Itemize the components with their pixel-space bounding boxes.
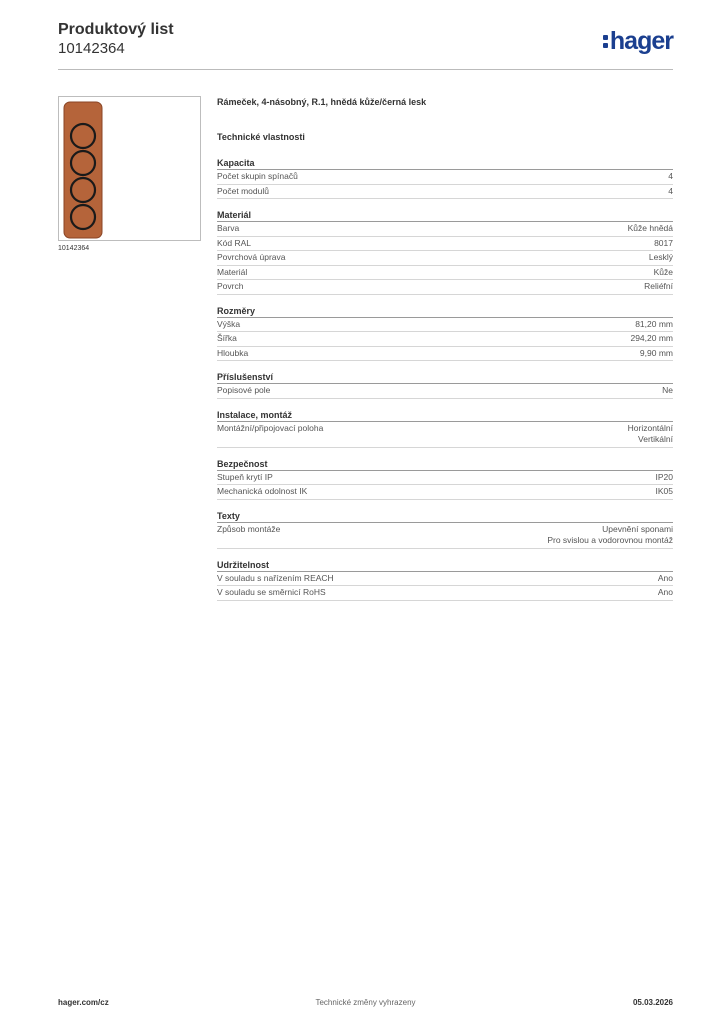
spec-section xyxy=(217,157,673,199)
hager-logo xyxy=(603,28,673,54)
spec-section xyxy=(217,409,673,448)
article-number: 10142364 xyxy=(58,40,125,57)
spec-values xyxy=(644,281,673,293)
spec-value: Kůže xyxy=(653,266,673,277)
spec-label: Způsob montáže xyxy=(217,523,281,534)
spec-values xyxy=(628,223,673,235)
spec-label: Mechanická odolnost IK xyxy=(217,486,308,496)
spec-value: 9,90 mm xyxy=(639,347,673,358)
spec-row xyxy=(217,318,673,333)
section-title: Příslušenství xyxy=(217,371,673,384)
image-caption: 10142364 xyxy=(58,245,90,252)
product-image-box xyxy=(58,96,201,241)
spec-label: Počet modulů xyxy=(217,185,269,196)
spec-values xyxy=(668,171,673,183)
spec-row xyxy=(217,251,673,266)
spec-value: 8017 xyxy=(654,237,673,248)
spec-row xyxy=(217,332,673,347)
product-name: Rámeček, 4-násobný, R.1, hnědá kůže/černá lesk xyxy=(217,97,427,107)
spec-values xyxy=(628,423,673,446)
section-title: Kapacita xyxy=(217,157,673,170)
spec-row xyxy=(217,586,673,601)
spec-values xyxy=(668,186,673,198)
spec-label: V souladu s nařízením REACH xyxy=(217,572,334,583)
spec-value: Horizontální xyxy=(627,422,673,433)
spec-values xyxy=(649,252,673,264)
spec-section xyxy=(217,458,673,500)
spec-label: Materiál xyxy=(217,266,248,277)
spec-label: Barva xyxy=(217,223,240,233)
spec-values xyxy=(658,587,673,599)
spec-value: Reliéfní xyxy=(644,281,673,291)
spec-label: Výška xyxy=(217,318,241,329)
spec-value: Kůže hnědá xyxy=(627,223,673,233)
spec-row xyxy=(217,523,673,549)
spec-label: V souladu se směrnicí RoHS xyxy=(217,587,326,597)
spec-row xyxy=(217,170,673,185)
frame-opening-3 xyxy=(71,178,95,202)
spec-values xyxy=(662,385,673,397)
page-header xyxy=(58,20,673,70)
spec-values xyxy=(547,524,673,547)
spec-row xyxy=(217,222,673,237)
logo-mark-icon xyxy=(603,35,608,48)
spec-value: 4 xyxy=(668,171,673,181)
spec-sections xyxy=(217,157,673,601)
section-title: Texty xyxy=(217,510,673,523)
spec-label: Šířka xyxy=(217,333,237,343)
spec-value: Lesklý xyxy=(648,252,673,262)
header-divider xyxy=(58,69,673,70)
spec-label: Počet skupin spínačů xyxy=(217,171,298,181)
spec-values xyxy=(635,319,673,331)
spec-label: Kód RAL xyxy=(217,237,252,248)
spec-section xyxy=(217,305,673,362)
frame-opening-4 xyxy=(71,205,95,229)
spec-value: 294,20 mm xyxy=(630,333,673,343)
spec-section xyxy=(217,209,673,295)
spec-section xyxy=(217,371,673,399)
spec-value: 81,20 mm xyxy=(635,318,673,329)
spec-row xyxy=(217,266,673,281)
spec-value: Vertikální xyxy=(638,434,673,444)
spec-row xyxy=(217,471,673,486)
page-title: Produktový list xyxy=(58,21,174,38)
spec-section xyxy=(217,559,673,601)
section-title: Materiál xyxy=(217,209,673,222)
footer-date: 05.03.2026 xyxy=(632,998,673,1007)
page-footer xyxy=(58,998,673,1012)
spec-value: IK05 xyxy=(655,486,673,496)
spec-label: Povrchová úprava xyxy=(217,252,286,262)
frame-opening-2 xyxy=(71,151,95,175)
spec-row xyxy=(217,485,673,500)
spec-section xyxy=(217,510,673,549)
spec-label: Hloubka xyxy=(217,347,249,358)
spec-row xyxy=(217,237,673,252)
spec-label: Popisové pole xyxy=(217,385,271,395)
spec-row xyxy=(217,280,673,295)
spec-value: 4 xyxy=(668,185,673,196)
spec-row xyxy=(217,185,673,200)
footer-notice: Technické změny vyhrazeny xyxy=(315,998,416,1007)
footer-website[interactable]: hager.com/cz xyxy=(58,998,109,1007)
spec-value: Pro svislou a vodorovnou montáž xyxy=(547,535,673,545)
section-title: Udržitelnost xyxy=(217,559,673,572)
spec-values xyxy=(630,333,673,345)
section-title: Instalace, montáž xyxy=(217,409,673,422)
spec-value: IP20 xyxy=(655,471,673,482)
logo-text: hager xyxy=(609,27,673,55)
spec-values xyxy=(654,238,673,250)
spec-value: Ano xyxy=(657,587,673,597)
product-frame-image xyxy=(63,101,103,239)
tech-properties-heading: Technické vlastnosti xyxy=(217,132,305,142)
section-title: Rozměry xyxy=(217,305,673,318)
section-title: Bezpečnost xyxy=(217,458,673,471)
spec-row xyxy=(217,572,673,587)
spec-values xyxy=(654,267,673,279)
spec-row xyxy=(217,347,673,362)
spec-values xyxy=(656,472,674,484)
spec-value: Ne xyxy=(662,385,673,395)
spec-label: Povrch xyxy=(217,281,244,291)
spec-values xyxy=(640,348,673,360)
frame-opening-1 xyxy=(71,124,95,148)
spec-row xyxy=(217,422,673,448)
spec-label: Stupeň krytí IP xyxy=(217,471,273,482)
spec-values xyxy=(658,573,673,585)
spec-row xyxy=(217,384,673,399)
spec-label: Montážní/připojovací poloha xyxy=(217,422,324,433)
product-details xyxy=(217,96,673,601)
spec-values xyxy=(656,486,674,498)
spec-value: Ano xyxy=(657,572,673,583)
spec-value: Upevnění sponami xyxy=(602,523,673,534)
